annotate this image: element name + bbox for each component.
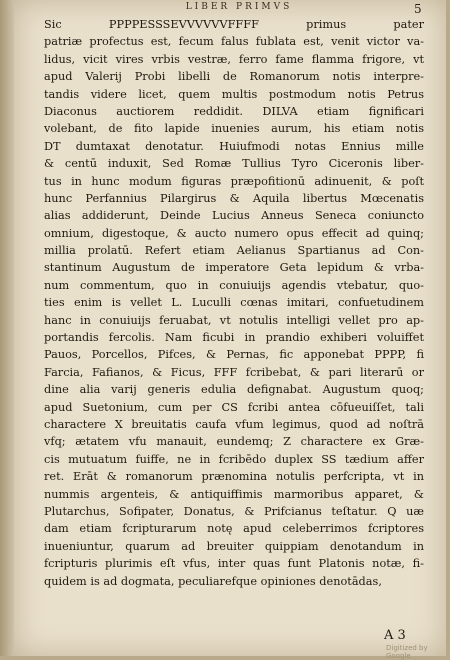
text-line: Pauos, Porcellos, Pifces, & Pernas, fic apponebat PPPP, fi: [44, 348, 424, 362]
text-line: ties enim is vellet L. Luculli cœnas imitari, confuetudinem: [44, 296, 424, 310]
book-page: [14, 0, 446, 660]
running-head: LIBER PRIMVS: [185, 2, 293, 12]
body-text: [44, 16, 424, 590]
text-line: Sic PPPPESSSEVVVVVVFFFF primus pater: [44, 18, 424, 31]
text-line: dam etiam fcripturarum notę apud celeberrimos fcriptores: [44, 522, 424, 536]
text-line: dine alia varij generis edulia defignabat. Augustum quoq;: [44, 383, 424, 397]
signature-mark: A 3: [384, 628, 406, 643]
text-line: fcripturis plurimis eſt vfus, inter quas funt Platonis notæ, fi-: [44, 557, 424, 571]
text-line: vfq; ætatem vfu manauit, eundemq; Z charactere ex Græ-: [44, 435, 424, 449]
text-line: portandis fercolis. Nam ficubi in prandio exhiberi voluiffet: [44, 331, 424, 345]
text-line: charactere X breuitatis caufa vfum legimus, quod ad noſtrā: [44, 417, 424, 431]
text-line: Plutarchus, Sofipater, Donatus, & Prifcianus teſtatur. Q uæ: [44, 504, 424, 518]
text-line: quidem is ad dogmata, peculiarefque opiniones denotādas,: [44, 574, 382, 588]
text-line: lidus, vicit vires vrbis vestræ, ferro fame flamma frigore, vt: [44, 52, 424, 66]
text-line: omnium, digestoque, & aucto numero opus effecit ad quinq;: [44, 226, 424, 240]
text-line: patriæ profectus est, fecum falus fublata est, venit victor va-: [44, 35, 424, 49]
text-line: hanc in conuiuijs feruabat, vt notulis intelligi vellet pro ap-: [44, 313, 424, 327]
text-line: nummis argenteis, & antiquiffimis marmoribus apparet, &: [44, 487, 424, 501]
digitization-watermark: Digitized by Google: [386, 644, 428, 660]
page-number: 5: [414, 2, 422, 16]
text-line: ret. Erāt & romanorum prænomina notulis perfcripta, vt in: [44, 470, 424, 484]
text-line: volebant, de fito lapide inuenies aurum, his etiam notis: [44, 122, 424, 136]
text-line: tandis videre licet, quem multis postmodum notis Petrus: [44, 87, 424, 101]
text-line: & centū induxit, Sed Romæ Tullius Tyro Ciceronis liber-: [44, 157, 424, 171]
text-line: millia prolatū. Refert etiam Aelianus Spartianus ad Con-: [44, 244, 424, 258]
text-line: Diaconus auctiorem reddidit. DILVA etiam fignificari: [44, 104, 424, 118]
text-line: cis mutuatum fuiffe, ne in fcribēdo duplex SS tædium affer: [44, 452, 424, 466]
text-line: hunc Perfannius Pilargirus & Aquila libertus Mœcenatis: [44, 191, 424, 205]
text-line: inueniuntur, quarum ad breuiter quippiam denotandum in: [44, 539, 424, 553]
text-line: apud Suetonium, cum per CS fcribi antea cōfueuiſſet, tali: [44, 400, 424, 414]
text-line: apud Valerij Probi libelli de Romanorum notis interpre-: [44, 70, 424, 84]
text-line: alias addiderunt, Deinde Lucius Anneus Seneca coniuncto: [44, 209, 424, 223]
text-line: num commentum, quo in conuiuijs agendis vtebatur, quo-: [44, 278, 424, 292]
text-line: DT dumtaxat denotatur. Huiufmodi notas Ennius mille: [44, 139, 424, 153]
text-line: stantinum Augustum de imperatore Geta lepidum & vrba-: [44, 261, 424, 275]
text-line: Farcia, Fafianos, & Ficus, FFF fcribebat, & pari literarū or: [44, 365, 424, 379]
text-line: tus in hunc modum figuras præpofitionū adinuenit, & poſt: [44, 174, 424, 188]
